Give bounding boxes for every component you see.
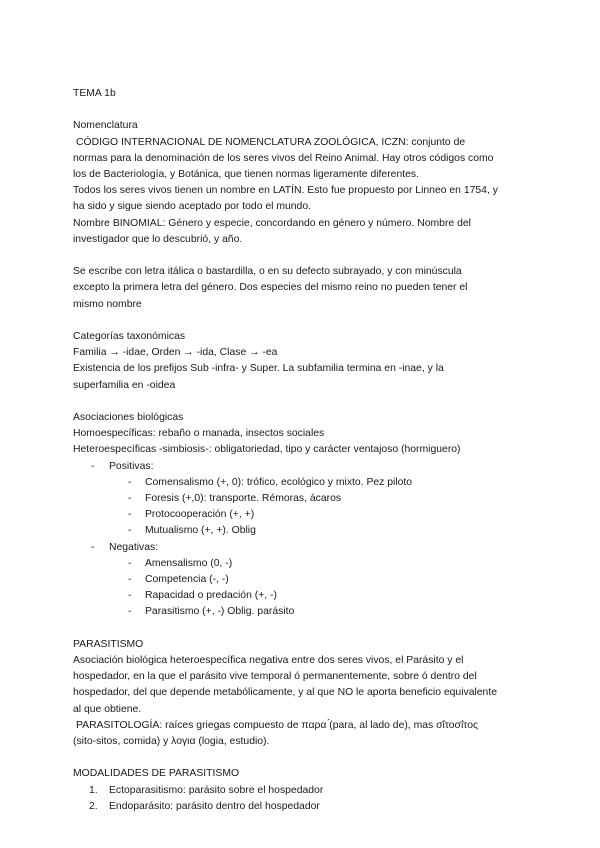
- parasitismo-line: hospedador, del que depende metabólicamente, y al que NO le aporta beneficio equivalente: [73, 687, 498, 699]
- nomenclatura-line: mismo nombre: [73, 298, 142, 310]
- asociaciones-heading: Asociaciones biológicas: [73, 412, 184, 423]
- item-number: 2.: [89, 800, 98, 812]
- list-item: - Foresis (+,0): transporte. Rémoras, ácaros: [73, 491, 533, 507]
- bullet-dash: -: [91, 460, 95, 472]
- nomenclatura-line: CÓDIGO INTERNACIONAL DE NOMENCLATURA ZOOLÓGICA, ICZN: conjunto de: [76, 136, 466, 148]
- parasitismo-line: Asociación biológica heteroespecífica negativa entre dos seres vivos, el Parásito y el: [73, 655, 464, 667]
- modalidades-heading: MODALIDADES DE PARASITISMO: [73, 768, 240, 780]
- bullet-dash: -: [128, 590, 132, 602]
- bullet-dash: -: [128, 476, 132, 488]
- nomenclatura-line: Se escribe con letra itálica o bastardilla, o en su defecto subrayado, y con minúscula: [73, 266, 462, 278]
- list-item: - Parasitismo (+, -) Oblig. parásito: [73, 604, 533, 620]
- categorias-line: Familia → -idae, Orden → -ida, Clase → -ea: [73, 347, 278, 359]
- nomenclatura-line: investigador que lo descubrió, y año.: [73, 233, 243, 245]
- categorias-heading: Categorías taxonómicas: [73, 331, 186, 342]
- nomenclatura-heading: Nomenclatura: [73, 120, 138, 132]
- nomenclatura-line: Todos los seres vivos tienen un nombre en LATÍN. Esto fue propuesto por Linneo en 1754, y: [73, 185, 498, 197]
- page-title: TEMA 1b: [73, 88, 116, 99]
- list-item: - Mutualismo (+, +). Oblig: [73, 523, 533, 539]
- parasitologia-line: (sito-sitos, comida) y λογια (logia, estudio).: [73, 736, 270, 748]
- heteroespecificas-line: Heteroespecíficas -simbiosis-: obligatoriedad, tipo y carácter ventajoso (hormiguero): [73, 444, 461, 456]
- list-item: - Amensalismo (0, -): [73, 556, 533, 572]
- numbered-item: 1. Ectoparasitismo: parásito sobre el hospedador: [73, 783, 533, 799]
- parasitismo-heading: PARASITISMO: [73, 638, 144, 650]
- nomenclatura-line: Nombre BINOMIAL: Género y especie, concordando en género y número. Nombre del: [73, 217, 471, 229]
- parasitismo-line: al que obtiene.: [73, 703, 142, 715]
- numbered-item: 2. Endoparásito: parásito dentro del hospedador: [73, 799, 533, 815]
- document-body: [73, 86, 533, 815]
- bullet-dash: -: [128, 557, 132, 569]
- bullet-dash: -: [128, 606, 132, 618]
- homoespecificas-line: Homoespecíficas: rebaño o manada, insectos sociales: [73, 428, 325, 440]
- categorias-line: superfamilia en -oidea: [73, 379, 176, 391]
- list-item-negativas: - Negativas:: [73, 540, 533, 556]
- nomenclatura-line: excepto la primera letra del género. Dos especies del mismo reino no pueden tener el: [73, 282, 468, 294]
- list-item: - Comensalismo (+, 0): trófico, ecológico y mixto. Pez piloto: [73, 475, 533, 491]
- bullet-dash: -: [128, 574, 132, 586]
- nomenclatura-line: ha sido y sigue siendo aceptado por todo el mundo.: [73, 201, 311, 213]
- bullet-dash: -: [128, 525, 132, 537]
- list-item-positivas: - Positivas:: [73, 459, 533, 475]
- item-number: 1.: [89, 784, 98, 796]
- list-item: - Competencia (-, -): [73, 572, 533, 588]
- parasitismo-line: hospedador, en la que el parásito vive temporal ó permanentemente, sobre ó dentro del: [73, 671, 477, 683]
- list-item: - Protocooperación (+, +): [73, 507, 533, 523]
- parasitologia-line: PARASITOLOGÍA: raíces griegas compuesto de παρα ́(para, al lado de), mas σΐτοσΐτος: [76, 719, 479, 731]
- bullet-dash: -: [128, 509, 132, 521]
- bullet-dash: -: [128, 493, 132, 505]
- categorias-line: Existencia de los prefijos Sub -infra- y Super. La subfamilia termina en -inae, y la: [73, 363, 444, 375]
- bullet-dash: -: [91, 541, 95, 553]
- nomenclatura-line: normas para la denominación de los seres vivos del Reino Animal. Hay otros códigos como: [73, 152, 494, 164]
- list-item: - Rapacidad o predación (+, -): [73, 588, 533, 604]
- nomenclatura-line: los de Bacteriología, y Botánica, que tienen normas ligeramente diferentes.: [73, 169, 419, 180]
